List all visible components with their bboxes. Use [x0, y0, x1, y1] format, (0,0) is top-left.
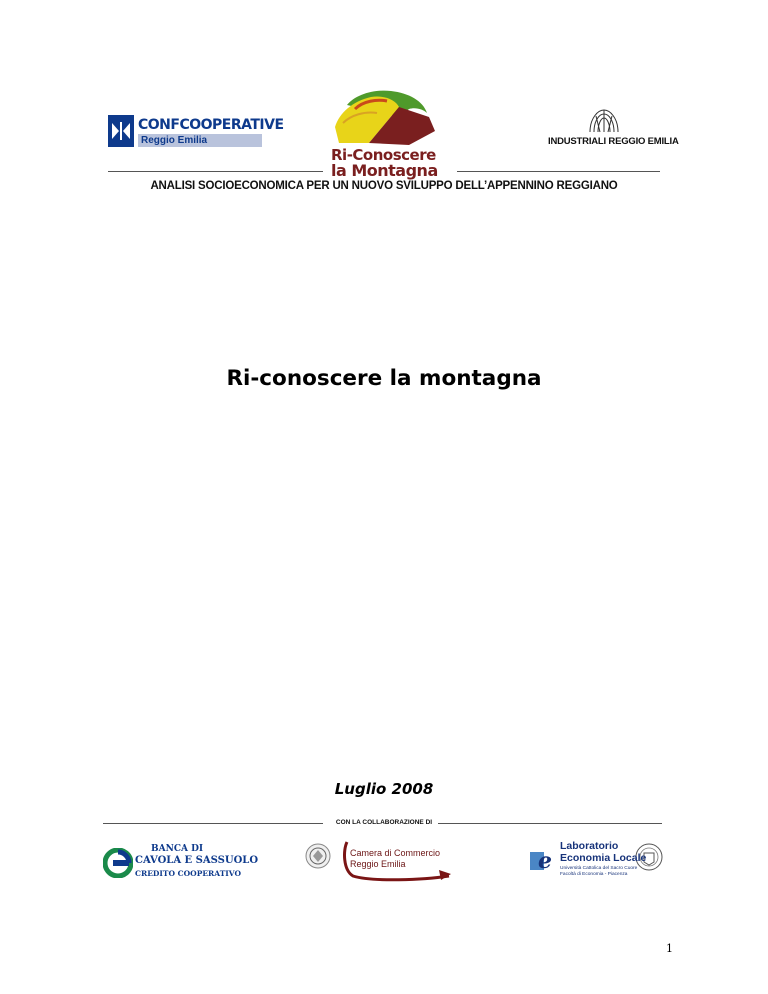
confcooperative-logo	[108, 115, 284, 147]
center-logo-line1: Ri-Conoscere	[331, 146, 436, 164]
laboratorio-line3: Università Cattolica del Sacro Cuore	[560, 866, 638, 871]
industriali-emblem-icon	[586, 108, 622, 134]
banca-logo	[103, 842, 259, 882]
banca-line1: BANCA DI	[151, 844, 204, 854]
confcooperative-mark-icon	[108, 115, 134, 147]
camera-seal-icon	[303, 842, 335, 872]
ri-conoscere-logo	[325, 87, 445, 189]
page-number: 1	[666, 942, 673, 955]
header-rule-left	[108, 171, 323, 172]
confcooperative-name: CONFCOOPERATIVE	[138, 117, 284, 133]
camera-line1: Camera di Commercio	[350, 848, 441, 858]
banca-line2: CAVOLA E SASSUOLO	[135, 855, 259, 866]
document-title: Ri-conoscere la montagna	[226, 366, 542, 391]
header-subtitle: ANALISI SOCIOECONOMICA PER UN NUOVO SVILUPPO DELL’APPENNINO REGGIANO	[150, 180, 618, 192]
header-rule-right	[457, 171, 660, 172]
banca-emblem-icon	[103, 848, 133, 878]
industriali-label: INDUSTRIALI REGGIO EMILIA	[548, 136, 679, 147]
mountain-logo-icon	[325, 87, 445, 149]
laboratorio-e-icon	[528, 846, 556, 874]
confcooperative-sub: Reggio Emilia	[138, 134, 262, 147]
center-logo-line2: la Montagna	[331, 161, 438, 180]
camera-line2: Reggio Emilia	[350, 859, 406, 869]
laboratorio-line2: Economia Locale	[560, 852, 647, 864]
laboratorio-line4: Facoltà di Economia - Piacenza	[560, 872, 628, 877]
laboratorio-line1: Laboratorio	[560, 840, 619, 852]
banca-line3: CREDITO COOPERATIVO	[135, 869, 241, 878]
collaboration-label: CON LA COLLABORAZIONE DI	[335, 819, 433, 826]
document-date: Luglio 2008	[334, 780, 434, 798]
industriali-logo	[548, 108, 679, 152]
svg-text:e: e	[538, 848, 552, 874]
laboratorio-logo	[528, 838, 668, 884]
camera-commercio-logo	[303, 840, 453, 882]
